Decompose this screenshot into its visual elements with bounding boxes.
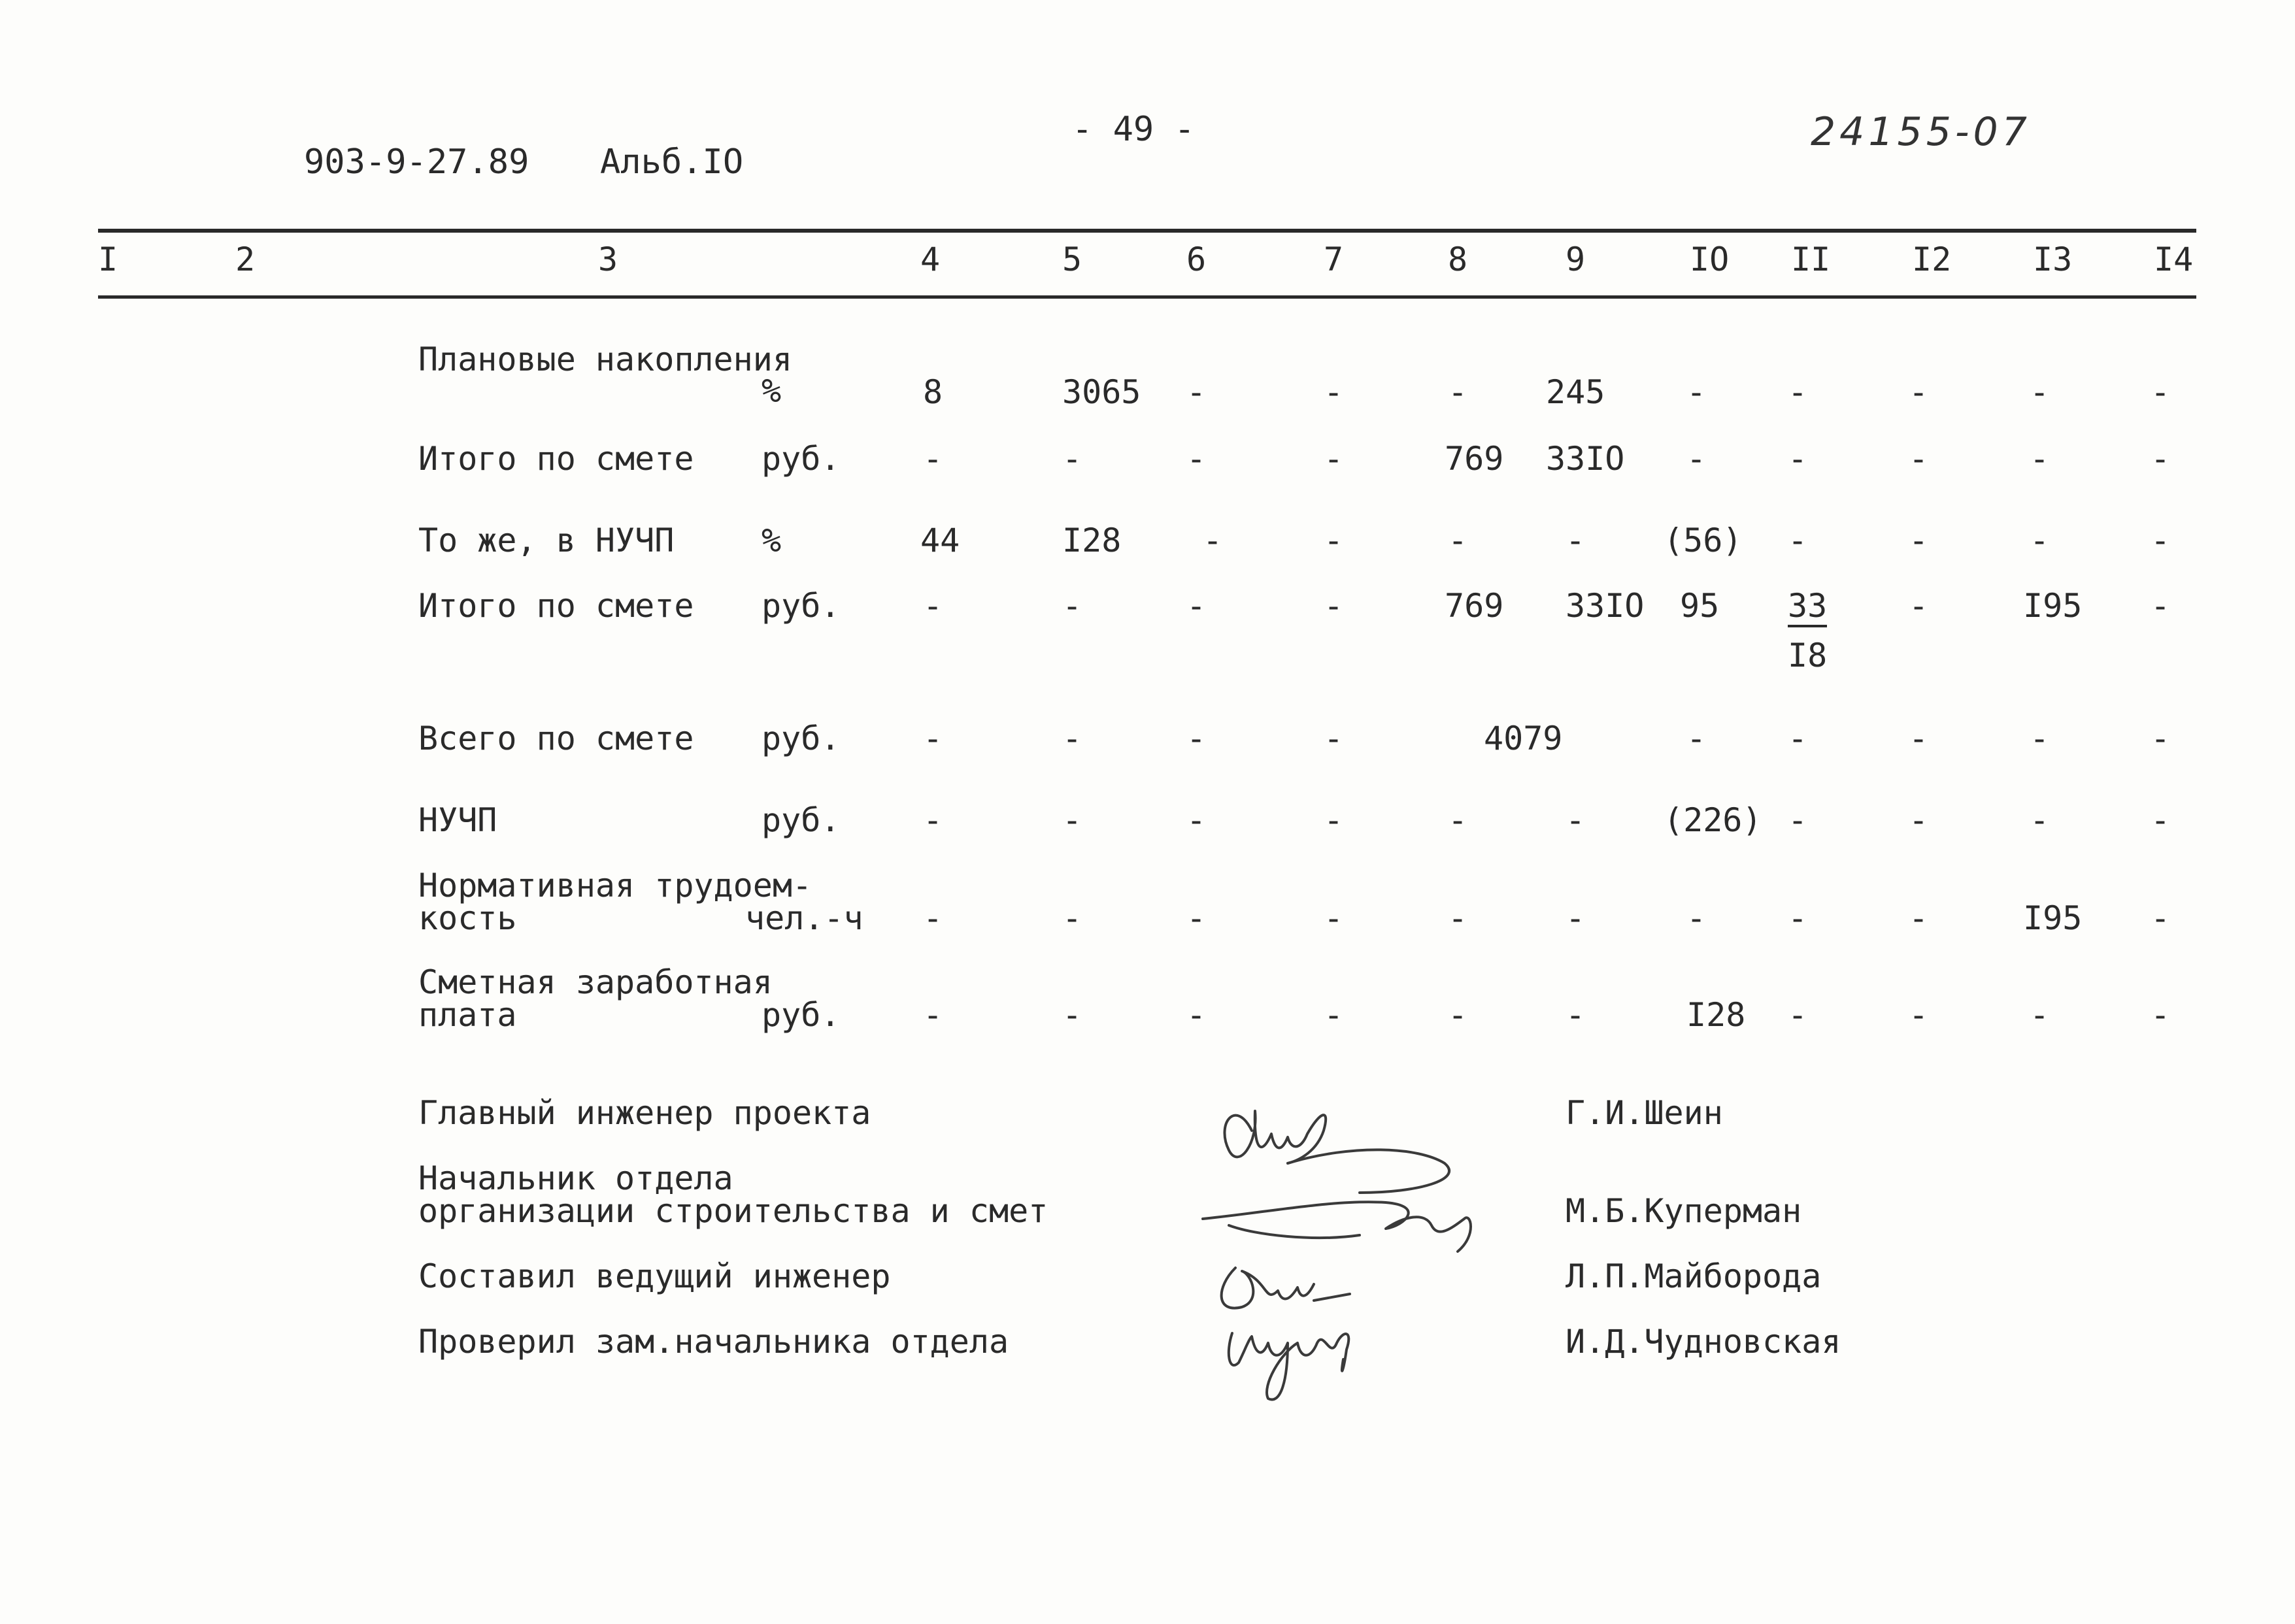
signatory-name: М.Б.Куперман: [1566, 1192, 1802, 1230]
column-header: 3: [598, 240, 618, 278]
table-cell: -: [2030, 522, 2050, 559]
table-cell: -: [1788, 720, 1808, 757]
row-unit: руб.: [762, 720, 841, 757]
signatory-role-continued: организации строительства и смет: [418, 1192, 1048, 1230]
table-cell: (56): [1664, 522, 1743, 559]
row-label: Сметная заработная: [418, 963, 773, 1001]
handwritten-signatures: [1190, 1072, 1582, 1438]
row-unit: руб.: [762, 996, 841, 1034]
table-cell: -: [1448, 373, 1468, 411]
column-header: I4: [2154, 240, 2194, 278]
row-unit: %: [762, 372, 782, 410]
table-cell: -: [1324, 587, 1344, 625]
table-cell: -: [2030, 801, 2050, 839]
table-cell: -: [923, 587, 943, 625]
table-cell: -: [1324, 522, 1344, 559]
table-cell: -: [1186, 440, 1207, 478]
table-cell: -: [2151, 373, 2171, 411]
page-number: - 49 -: [1072, 110, 1195, 149]
table-cell: -: [1448, 801, 1468, 839]
signatory-name: Л.П.Майборода: [1566, 1257, 1822, 1295]
row-label-continued: плата: [418, 996, 517, 1034]
table-cell: -: [1062, 587, 1082, 625]
signatory-role: Составил ведущий инженер: [418, 1257, 891, 1295]
table-cell: -: [1788, 522, 1808, 559]
column-header: 4: [920, 240, 941, 278]
table-cell: -: [1186, 801, 1207, 839]
table-cell: I95: [2023, 587, 2083, 625]
table-cell: -: [1448, 899, 1468, 937]
table-cell: -: [2151, 587, 2171, 625]
table-cell: -: [2151, 522, 2171, 559]
table-cell: -: [923, 899, 943, 937]
table-cell: -: [1686, 720, 1707, 757]
table-cell: -: [1788, 801, 1808, 839]
table-cell: -: [2151, 440, 2171, 478]
row-label: Итого по смете: [418, 587, 694, 625]
table-cell: -: [1186, 720, 1207, 757]
table-cell: -: [1788, 996, 1808, 1034]
table-cell: -: [923, 996, 943, 1034]
table-cell: 3065: [1062, 373, 1141, 411]
row-label: НУЧП: [418, 801, 497, 839]
table-cell: -: [1909, 899, 1929, 937]
fraction-denominator: I8: [1788, 637, 1828, 674]
table-cell: -: [1686, 899, 1707, 937]
row-label: Нормативная трудоем-: [418, 867, 812, 904]
table-cell: -: [1324, 996, 1344, 1034]
table-cell: -: [2030, 996, 2050, 1034]
row-unit: %: [762, 522, 782, 559]
column-header: 6: [1186, 240, 1207, 278]
table-cell: -: [1324, 899, 1344, 937]
row-label-continued: кость: [418, 899, 517, 937]
table-cell: -: [1788, 899, 1808, 937]
column-header: I2: [1912, 240, 1952, 278]
table-cell: -: [1186, 899, 1207, 937]
table-cell: -: [1909, 801, 1929, 839]
signatory-role: Проверил зам.начальника отдела: [418, 1323, 1009, 1361]
row-label: Плановые накопления: [418, 340, 792, 378]
table-cell: -: [1566, 996, 1586, 1034]
table-header-rule: [98, 295, 2196, 299]
column-header: 7: [1324, 240, 1344, 278]
table-cell: 8: [923, 373, 943, 411]
column-header: II: [1791, 240, 1831, 278]
table-cell: -: [2151, 801, 2171, 839]
table-cell: I28: [1686, 996, 1746, 1034]
table-cell: -: [1062, 801, 1082, 839]
table-cell: -: [1186, 587, 1207, 625]
row-label: Итого по смете: [418, 440, 694, 478]
table-cell: -: [1448, 522, 1468, 559]
table-cell: -: [1909, 522, 1929, 559]
table-cell: -: [1062, 440, 1082, 478]
table-cell: -: [2151, 899, 2171, 937]
signatory-role: Начальник отдела: [418, 1159, 733, 1197]
album-number: Альб.IO: [600, 142, 744, 182]
table-cell: -: [1324, 720, 1344, 757]
column-header: IO: [1690, 240, 1730, 278]
table-cell: -: [1566, 899, 1586, 937]
table-cell: -: [1909, 996, 1929, 1034]
table-cell: -: [1909, 587, 1929, 625]
row-unit: руб.: [762, 440, 841, 478]
column-header: 2: [235, 240, 256, 278]
table-cell: (226): [1664, 801, 1762, 839]
signatory-name: Г.И.Шеин: [1566, 1094, 1723, 1132]
table-cell: -: [1788, 373, 1808, 411]
table-cell: I95: [2023, 899, 2083, 937]
table-cell: 245: [1546, 373, 1605, 411]
table-cell: -: [923, 440, 943, 478]
table-cell: -: [923, 801, 943, 839]
row-unit: чел.-ч: [745, 899, 863, 937]
row-label: Всего по смете: [418, 720, 694, 757]
table-cell: -: [1203, 522, 1223, 559]
table-cell: -: [1909, 440, 1929, 478]
table-cell: -: [1324, 440, 1344, 478]
table-cell: 769: [1445, 440, 1504, 478]
column-header: I3: [2033, 240, 2073, 278]
table-cell: 44: [920, 522, 960, 559]
table-cell: -: [2030, 440, 2050, 478]
signatory-role: Главный инженер проекта: [418, 1094, 871, 1132]
table-cell: -: [1062, 899, 1082, 937]
column-header: 9: [1566, 240, 1586, 278]
table-cell: -: [1324, 801, 1344, 839]
signatory-name: И.Д.Чудновская: [1566, 1323, 1841, 1361]
table-cell: 33IO: [1546, 440, 1625, 478]
table-cell: -: [1062, 996, 1082, 1034]
table-cell: -: [2030, 373, 2050, 411]
row-unit: руб.: [762, 587, 841, 625]
handwritten-archive-code: 24155-07: [1811, 109, 2031, 155]
table-top-rule: [98, 229, 2196, 233]
table-cell: 95: [1680, 587, 1720, 625]
table-cell: -: [1448, 996, 1468, 1034]
table-cell: -: [1686, 440, 1707, 478]
column-header: 8: [1448, 240, 1468, 278]
row-label: То же, в НУЧП: [418, 522, 675, 559]
table-cell: -: [1324, 373, 1344, 411]
table-cell: -: [1062, 720, 1082, 757]
row-unit: руб.: [762, 801, 841, 839]
table-cell: 33IO: [1566, 587, 1645, 625]
table-cell: -: [1566, 801, 1586, 839]
table-cell: -: [1686, 373, 1707, 411]
table-cell: -: [1909, 373, 1929, 411]
table-cell: -: [1909, 720, 1929, 757]
fraction-numerator: 33: [1788, 589, 1827, 627]
table-cell: -: [1186, 996, 1207, 1034]
table-cell: -: [2151, 996, 2171, 1034]
table-cell: -: [1566, 522, 1586, 559]
column-header: I: [98, 240, 118, 278]
table-cell: -: [1788, 440, 1808, 478]
table-cell: -: [1186, 373, 1207, 411]
merged-total-cell: 4079: [1484, 720, 1563, 757]
table-cell: -: [2151, 720, 2171, 757]
table-cell: I28: [1062, 522, 1122, 559]
table-cell: -: [923, 720, 943, 757]
table-cell: 769: [1445, 587, 1504, 625]
document-code: 903-9-27.89: [304, 142, 529, 182]
table-cell: -: [2030, 720, 2050, 757]
column-header: 5: [1062, 240, 1082, 278]
